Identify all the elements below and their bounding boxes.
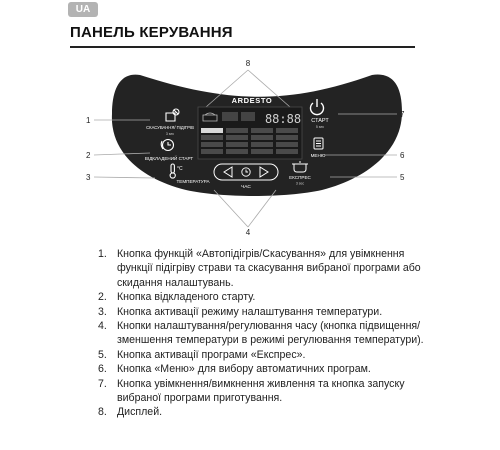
control-panel-diagram <box>0 50 500 240</box>
callout-5: 5 <box>400 173 405 182</box>
callout-1: 1 <box>86 116 91 125</box>
express-sub: 3 sec <box>295 181 305 186</box>
callout-7: 7 <box>400 110 405 119</box>
delay-label: ВІДКЛАДЕНИЙ СТАРТ <box>144 156 194 161</box>
callout-4: 4 <box>245 228 251 237</box>
time-label: ЧАС <box>241 185 251 190</box>
menu-label: МЕНЮ <box>310 153 326 158</box>
start-sub: 5 sec <box>315 125 325 129</box>
list-item: 4. Кнопки налаштування/регулювання часу (кнопка підвищення/зменшення температури в режимі регулювання температури). <box>98 320 424 347</box>
cancel-sub: 3 sec <box>165 132 175 136</box>
display-digits: 88:88 <box>264 112 302 126</box>
callout-2: 2 <box>86 151 91 160</box>
list-item: 7. Кнопка увімкнення/вимкнення живлення та кнопка запуску вибраної програми приготування. <box>98 377 405 405</box>
express-label: ЕКСПРЕС <box>289 175 311 180</box>
list-item: 2. Кнопка відкладеного старту. <box>98 291 256 304</box>
svg-text:°C: °C <box>177 166 183 172</box>
callout-6: 6 <box>400 151 405 160</box>
list-item: 6. Кнопка «Меню» для вибору автоматичних програм. <box>98 363 371 376</box>
page-title: ПАНЕЛЬ КЕРУВАННЯ <box>70 24 233 41</box>
language-badge: UA <box>68 2 98 17</box>
brand-logo: ARDESTO <box>231 96 273 105</box>
list-item: 3. Кнопка активації режиму налаштування температури. <box>98 305 383 318</box>
temp-label: ТЕМПЕРАТУРА <box>176 179 210 184</box>
start-label: СТАРТ <box>311 118 329 124</box>
callout-8: 8 <box>245 59 251 68</box>
callout-3: 3 <box>86 173 91 182</box>
cancel-label: СКАСУВАННЯ/ ПІДІГРІВ <box>146 125 194 130</box>
instruction-list <box>98 247 428 420</box>
list-item: 8. Дисплей. <box>98 406 163 419</box>
title-underline <box>70 46 415 48</box>
list-item: 5. Кнопка активації програми «Експрес». <box>98 348 306 361</box>
list-item: 1. Кнопка функцій «Автопідігрів/Скасування» для увімкнення функції підігріву страви та скасування вибраної програми або скидання налаштувань. <box>98 248 421 289</box>
